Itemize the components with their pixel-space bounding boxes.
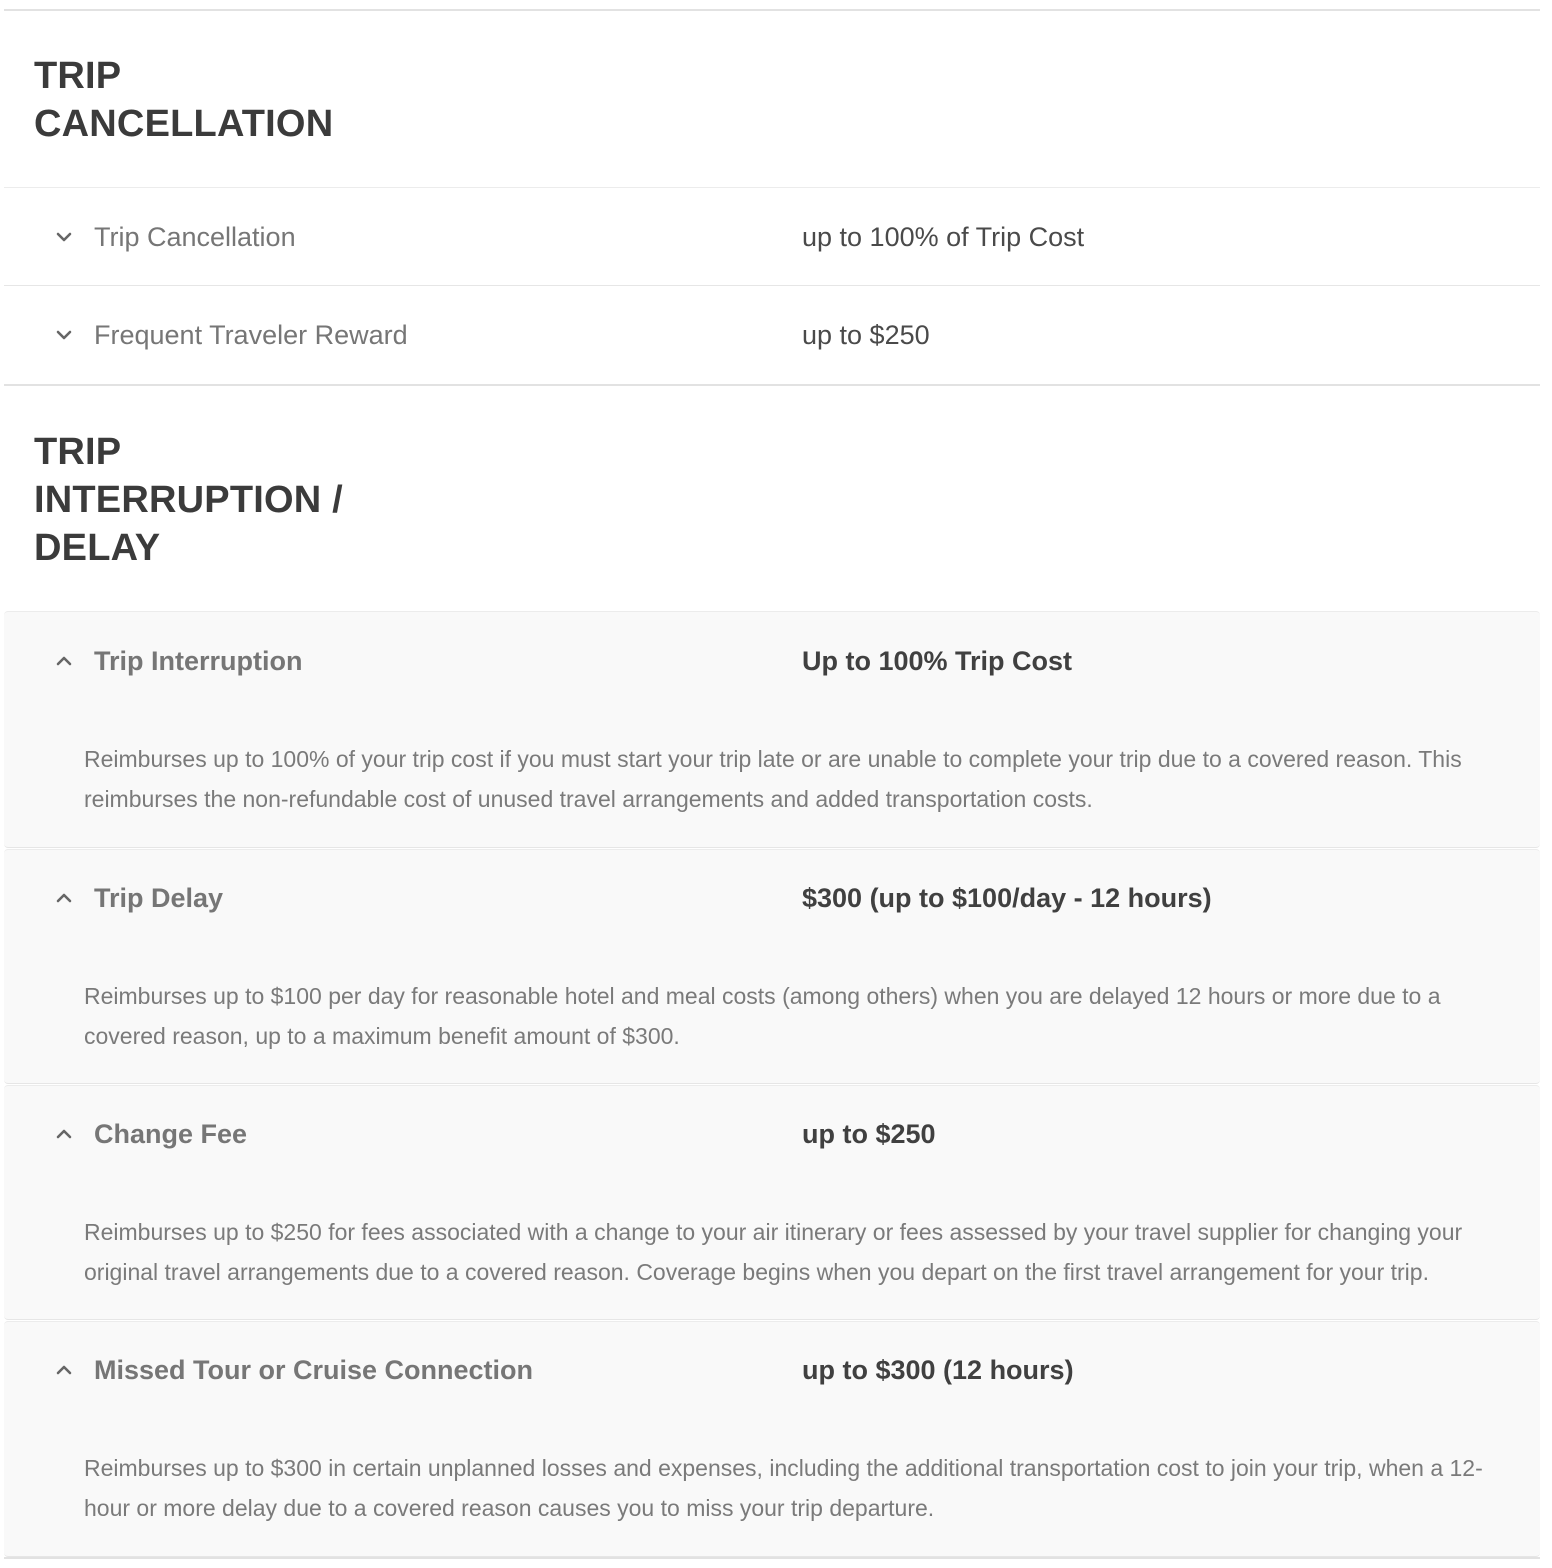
coverage-description: Reimburses up to $100 per day for reasonable hotel and meal costs (among others) when you are delayed 12 hours or more due to a covered reason, up to a maximum benefit amount of $300. xyxy=(84,983,1441,1049)
coverage-value: $300 (up to $100/day - 12 hours) xyxy=(802,883,1212,913)
section-title-line: INTERRUPTION / xyxy=(34,479,343,521)
coverage-label: Trip Cancellation xyxy=(94,222,296,252)
coverage-row-frequent-traveler-reward[interactable] xyxy=(4,287,1540,385)
section-divider xyxy=(4,1557,1540,1559)
chevron-up-icon[interactable] xyxy=(54,888,74,908)
section-title-trip-interruption-delay xyxy=(34,428,343,572)
chevron-up-icon[interactable] xyxy=(54,1360,74,1380)
coverage-label: Trip Interruption xyxy=(94,646,303,676)
section-divider xyxy=(4,384,1540,386)
coverage-row-change-fee[interactable] xyxy=(4,1085,1540,1320)
coverage-value: Up to 100% Trip Cost xyxy=(802,646,1073,676)
coverage-description: Reimburses up to $250 for fees associated with a change to your air itinerary or fees assessed by your travel supplier for changing your original travel arrangements due to a covered reason. Coverage begins when you depart on the first travel arrangement for your trip. xyxy=(84,1219,1463,1285)
chevron-up-icon[interactable] xyxy=(54,651,74,671)
coverage-value: up to $250 xyxy=(802,320,930,350)
coverage-label: Change Fee xyxy=(94,1119,248,1149)
coverage-value: up to $250 xyxy=(802,1119,936,1149)
coverage-row-missed-tour-or-cruise-connection[interactable] xyxy=(4,1321,1540,1557)
coverage-label: Frequent Traveler Reward xyxy=(94,320,408,350)
coverage-description: Reimburses up to $300 in certain unplanned losses and expenses, including the additional transportation cost to join your trip, when a 12-hour or more delay due to a covered reason causes you to miss your trip departure. xyxy=(84,1455,1483,1521)
section-title-line: DELAY xyxy=(34,527,161,569)
coverage-description: Reimburses up to 100% of your trip cost if you must start your trip late or are unable to complete your trip due to a covered reason. This reimburses the non-refundable cost of unused travel arrangements and added transportation costs. xyxy=(84,746,1462,812)
chevron-down-icon[interactable] xyxy=(54,325,74,345)
section-title-line: TRIP xyxy=(34,55,122,97)
chevron-down-icon[interactable] xyxy=(54,227,74,247)
section-title-trip-cancellation xyxy=(34,52,333,148)
chevron-up-icon[interactable] xyxy=(54,1124,74,1144)
coverage-label: Trip Delay xyxy=(94,883,224,913)
section-title-line: TRIP xyxy=(34,431,122,473)
section-title-line: CANCELLATION xyxy=(34,103,334,145)
coverage-row-trip-cancellation[interactable] xyxy=(4,188,1540,286)
coverage-value: up to $300 (12 hours) xyxy=(802,1355,1074,1385)
coverage-label: Missed Tour or Cruise Connection xyxy=(94,1355,534,1385)
coverage-value: up to 100% of Trip Cost xyxy=(802,222,1085,252)
coverage-row-trip-delay[interactable] xyxy=(4,849,1540,1084)
section-divider xyxy=(4,9,1540,11)
coverage-row-trip-interruption[interactable] xyxy=(4,611,1540,848)
